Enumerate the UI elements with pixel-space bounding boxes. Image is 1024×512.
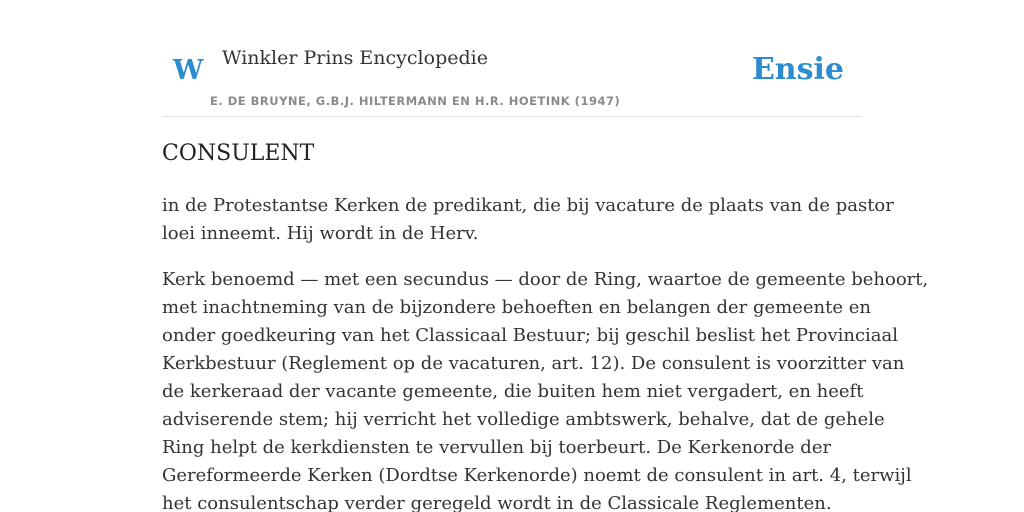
paragraph-line: het consulentschap verder geregeld wordt in de Classicale Reglementen. [162, 493, 832, 512]
paragraph-line: met inachtneming van de bijzondere behoeften en belangen der gemeente en [162, 297, 871, 318]
paragraph-line: de kerkeraad der vacante gemeente, die buiten hem niet vergadert, en heeft [162, 381, 864, 402]
publication-header [162, 40, 862, 117]
paragraph-line: Kerkbestuur (Reglement op de vacaturen, art. 12). De consulent is voorzitter van [162, 353, 905, 374]
publication-title[interactable]: Winkler Prins Encyclopedie [222, 47, 488, 69]
article-body [162, 192, 929, 512]
paragraph-line: Gereformeerde Kerken (Dordtse Kerkenorde) noemt de consulent in art. 4, terwijl [162, 465, 912, 486]
publication-logo[interactable]: W [173, 55, 204, 86]
article-paragraph-1 [162, 192, 894, 248]
paragraph-line: loei inneemt. Hij wordt in de Herv. [162, 223, 479, 244]
article-paragraph-2 [162, 266, 929, 512]
site-logo[interactable]: Ensie [751, 52, 844, 87]
paragraph-line: Ring helpt de kerkdiensten te vervullen bij toerbeurt. De Kerkenorde der [162, 437, 832, 458]
paragraph-line: Kerk benoemd — met een secundus — door de Ring, waartoe de gemeente behoort, [162, 269, 929, 290]
paragraph-line: onder goedkeuring van het Classicaal Bestuur; bij geschil beslist het Provinciaal [162, 325, 899, 346]
paragraph-line: adviserende stem; hij verricht het volledige ambtswerk, behalve, dat de gehele [162, 409, 885, 430]
article-title: CONSULENT [162, 141, 315, 166]
paragraph-line: in de Protestantse Kerken de predikant, die bij vacature de plaats van de pastor [162, 195, 894, 216]
publication-authors: E. DE BRUYNE, G.B.J. HILTERMANN EN H.R. HOETINK (1947) [210, 94, 621, 108]
